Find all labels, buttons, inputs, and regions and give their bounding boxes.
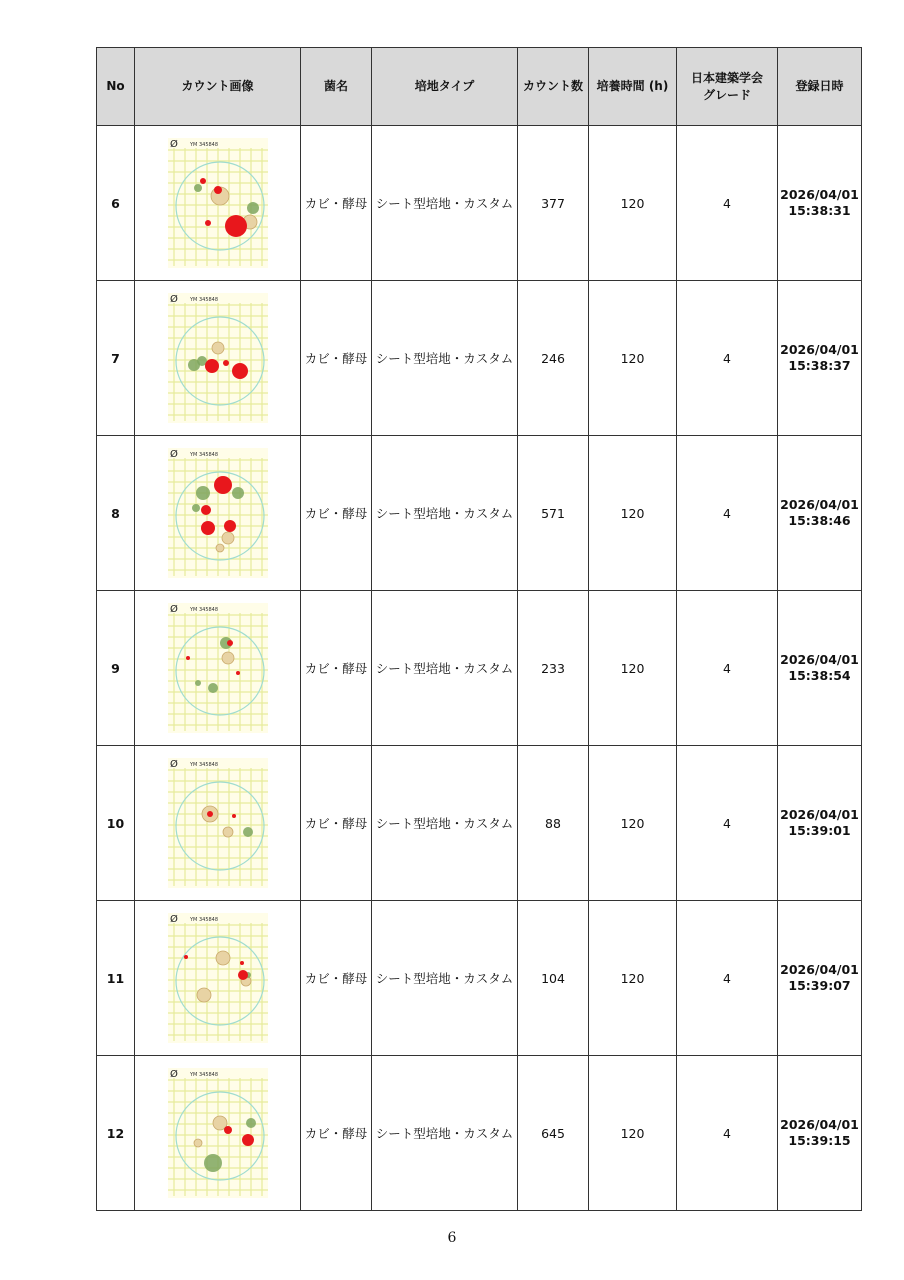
count-image — [168, 603, 268, 733]
culture-hours: 120 — [589, 901, 677, 1056]
header-culture-hours: 培養時間 (h) — [589, 48, 677, 126]
plate-label: YM 345848 — [189, 452, 218, 458]
colony-count: 88 — [518, 746, 589, 901]
plate-label: YM 345848 — [189, 917, 218, 923]
medium-type: シート型培地・カスタム — [372, 746, 518, 901]
culture-hours: 120 — [589, 281, 677, 436]
registered-date: 2026/04/01 — [780, 496, 859, 512]
culture-hours: 120 — [589, 746, 677, 901]
plate-label: YM 345848 — [189, 297, 218, 303]
header-fungus-name: 菌名 — [301, 48, 372, 126]
registered-time: 15:39:15 — [788, 1133, 851, 1148]
count-image — [168, 913, 268, 1043]
plate-handwritten-mark: Ø — [169, 604, 178, 615]
plate-label: YM 345848 — [189, 762, 218, 768]
count-image — [168, 138, 268, 268]
fungus-name: カビ・酵母 — [301, 1056, 372, 1211]
medium-type: シート型培地・カスタム — [372, 1056, 518, 1211]
count-image-cell — [135, 281, 301, 436]
plate-label: YM 345848 — [189, 607, 218, 613]
plate-label: YM 345848 — [189, 1072, 218, 1078]
count-image — [168, 448, 268, 578]
medium-type: シート型培地・カスタム — [372, 591, 518, 746]
aij-grade: 4 — [677, 281, 778, 436]
table-row — [97, 1056, 862, 1211]
registered-time: 15:38:37 — [788, 358, 851, 373]
medium-type: シート型培地・カスタム — [372, 436, 518, 591]
registered-at — [778, 746, 862, 901]
row-number: 9 — [97, 591, 135, 746]
page-number: 6 — [447, 1230, 457, 1246]
culture-hours: 120 — [589, 1056, 677, 1211]
medium-type: シート型培地・カスタム — [372, 126, 518, 281]
registered-date: 2026/04/01 — [780, 651, 859, 667]
table-row — [97, 746, 862, 901]
header-no: No — [97, 48, 135, 126]
header-row — [97, 48, 862, 126]
fungus-name: カビ・酵母 — [301, 281, 372, 436]
table-row — [97, 126, 862, 281]
culture-hours: 120 — [589, 591, 677, 746]
count-image-cell — [135, 436, 301, 591]
plate-label: YM 345848 — [189, 142, 218, 148]
registered-time: 15:38:31 — [788, 203, 851, 218]
row-number: 10 — [97, 746, 135, 901]
fungus-name: カビ・酵母 — [301, 591, 372, 746]
registered-date: 2026/04/01 — [780, 961, 859, 977]
count-image-cell — [135, 746, 301, 901]
fungus-name: カビ・酵母 — [301, 746, 372, 901]
registered-date: 2026/04/01 — [780, 806, 859, 822]
table-row — [97, 901, 862, 1056]
registered-date: 2026/04/01 — [780, 341, 859, 357]
registered-at — [778, 281, 862, 436]
count-image-cell — [135, 126, 301, 281]
registered-at — [778, 436, 862, 591]
header-medium-type: 培地タイプ — [372, 48, 518, 126]
registered-date: 2026/04/01 — [780, 1116, 859, 1132]
row-number: 8 — [97, 436, 135, 591]
header-registered-at: 登録日時 — [778, 48, 862, 126]
header-count-image: カウント画像 — [135, 48, 301, 126]
table-row — [97, 591, 862, 746]
registered-date: 2026/04/01 — [780, 186, 859, 202]
header-aij-grade — [677, 48, 778, 126]
registered-time: 15:39:01 — [788, 823, 851, 838]
plate-handwritten-mark: Ø — [169, 759, 178, 770]
colony-count: 233 — [518, 591, 589, 746]
plate-handwritten-mark: Ø — [169, 294, 178, 305]
aij-grade: 4 — [677, 746, 778, 901]
count-image-cell — [135, 901, 301, 1056]
registered-time: 15:38:46 — [788, 513, 851, 528]
count-image-cell — [135, 591, 301, 746]
count-image — [168, 293, 268, 423]
culture-hours: 120 — [589, 436, 677, 591]
header-count: カウント数 — [518, 48, 589, 126]
header-aij-grade-line2: グレード — [702, 87, 751, 102]
colony-count: 377 — [518, 126, 589, 281]
plate-handwritten-mark: Ø — [169, 1069, 178, 1080]
colony-count: 246 — [518, 281, 589, 436]
aij-grade: 4 — [677, 591, 778, 746]
medium-type: シート型培地・カスタム — [372, 901, 518, 1056]
count-report-table — [96, 47, 862, 1211]
medium-type: シート型培地・カスタム — [372, 281, 518, 436]
aij-grade: 4 — [677, 436, 778, 591]
registered-at — [778, 901, 862, 1056]
row-number: 12 — [97, 1056, 135, 1211]
fungus-name: カビ・酵母 — [301, 126, 372, 281]
row-number: 7 — [97, 281, 135, 436]
colony-count: 645 — [518, 1056, 589, 1211]
header-aij-grade-line1: 日本建築学会 — [690, 71, 763, 86]
plate-handwritten-mark: Ø — [169, 139, 178, 150]
aij-grade: 4 — [677, 126, 778, 281]
aij-grade: 4 — [677, 901, 778, 1056]
aij-grade: 4 — [677, 1056, 778, 1211]
plate-handwritten-mark: Ø — [169, 449, 178, 460]
registered-at — [778, 126, 862, 281]
registered-at — [778, 591, 862, 746]
plate-handwritten-mark: Ø — [169, 914, 178, 925]
count-image-cell — [135, 1056, 301, 1211]
colony-count: 104 — [518, 901, 589, 1056]
registered-time: 15:38:54 — [788, 668, 851, 683]
fungus-name: カビ・酵母 — [301, 436, 372, 591]
table-row — [97, 281, 862, 436]
culture-hours: 120 — [589, 126, 677, 281]
registered-at — [778, 1056, 862, 1211]
colony-count: 571 — [518, 436, 589, 591]
count-image — [168, 758, 268, 888]
count-image — [168, 1068, 268, 1198]
row-number: 6 — [97, 126, 135, 281]
row-number: 11 — [97, 901, 135, 1056]
table-row — [97, 436, 862, 591]
registered-time: 15:39:07 — [788, 978, 851, 993]
fungus-name: カビ・酵母 — [301, 901, 372, 1056]
